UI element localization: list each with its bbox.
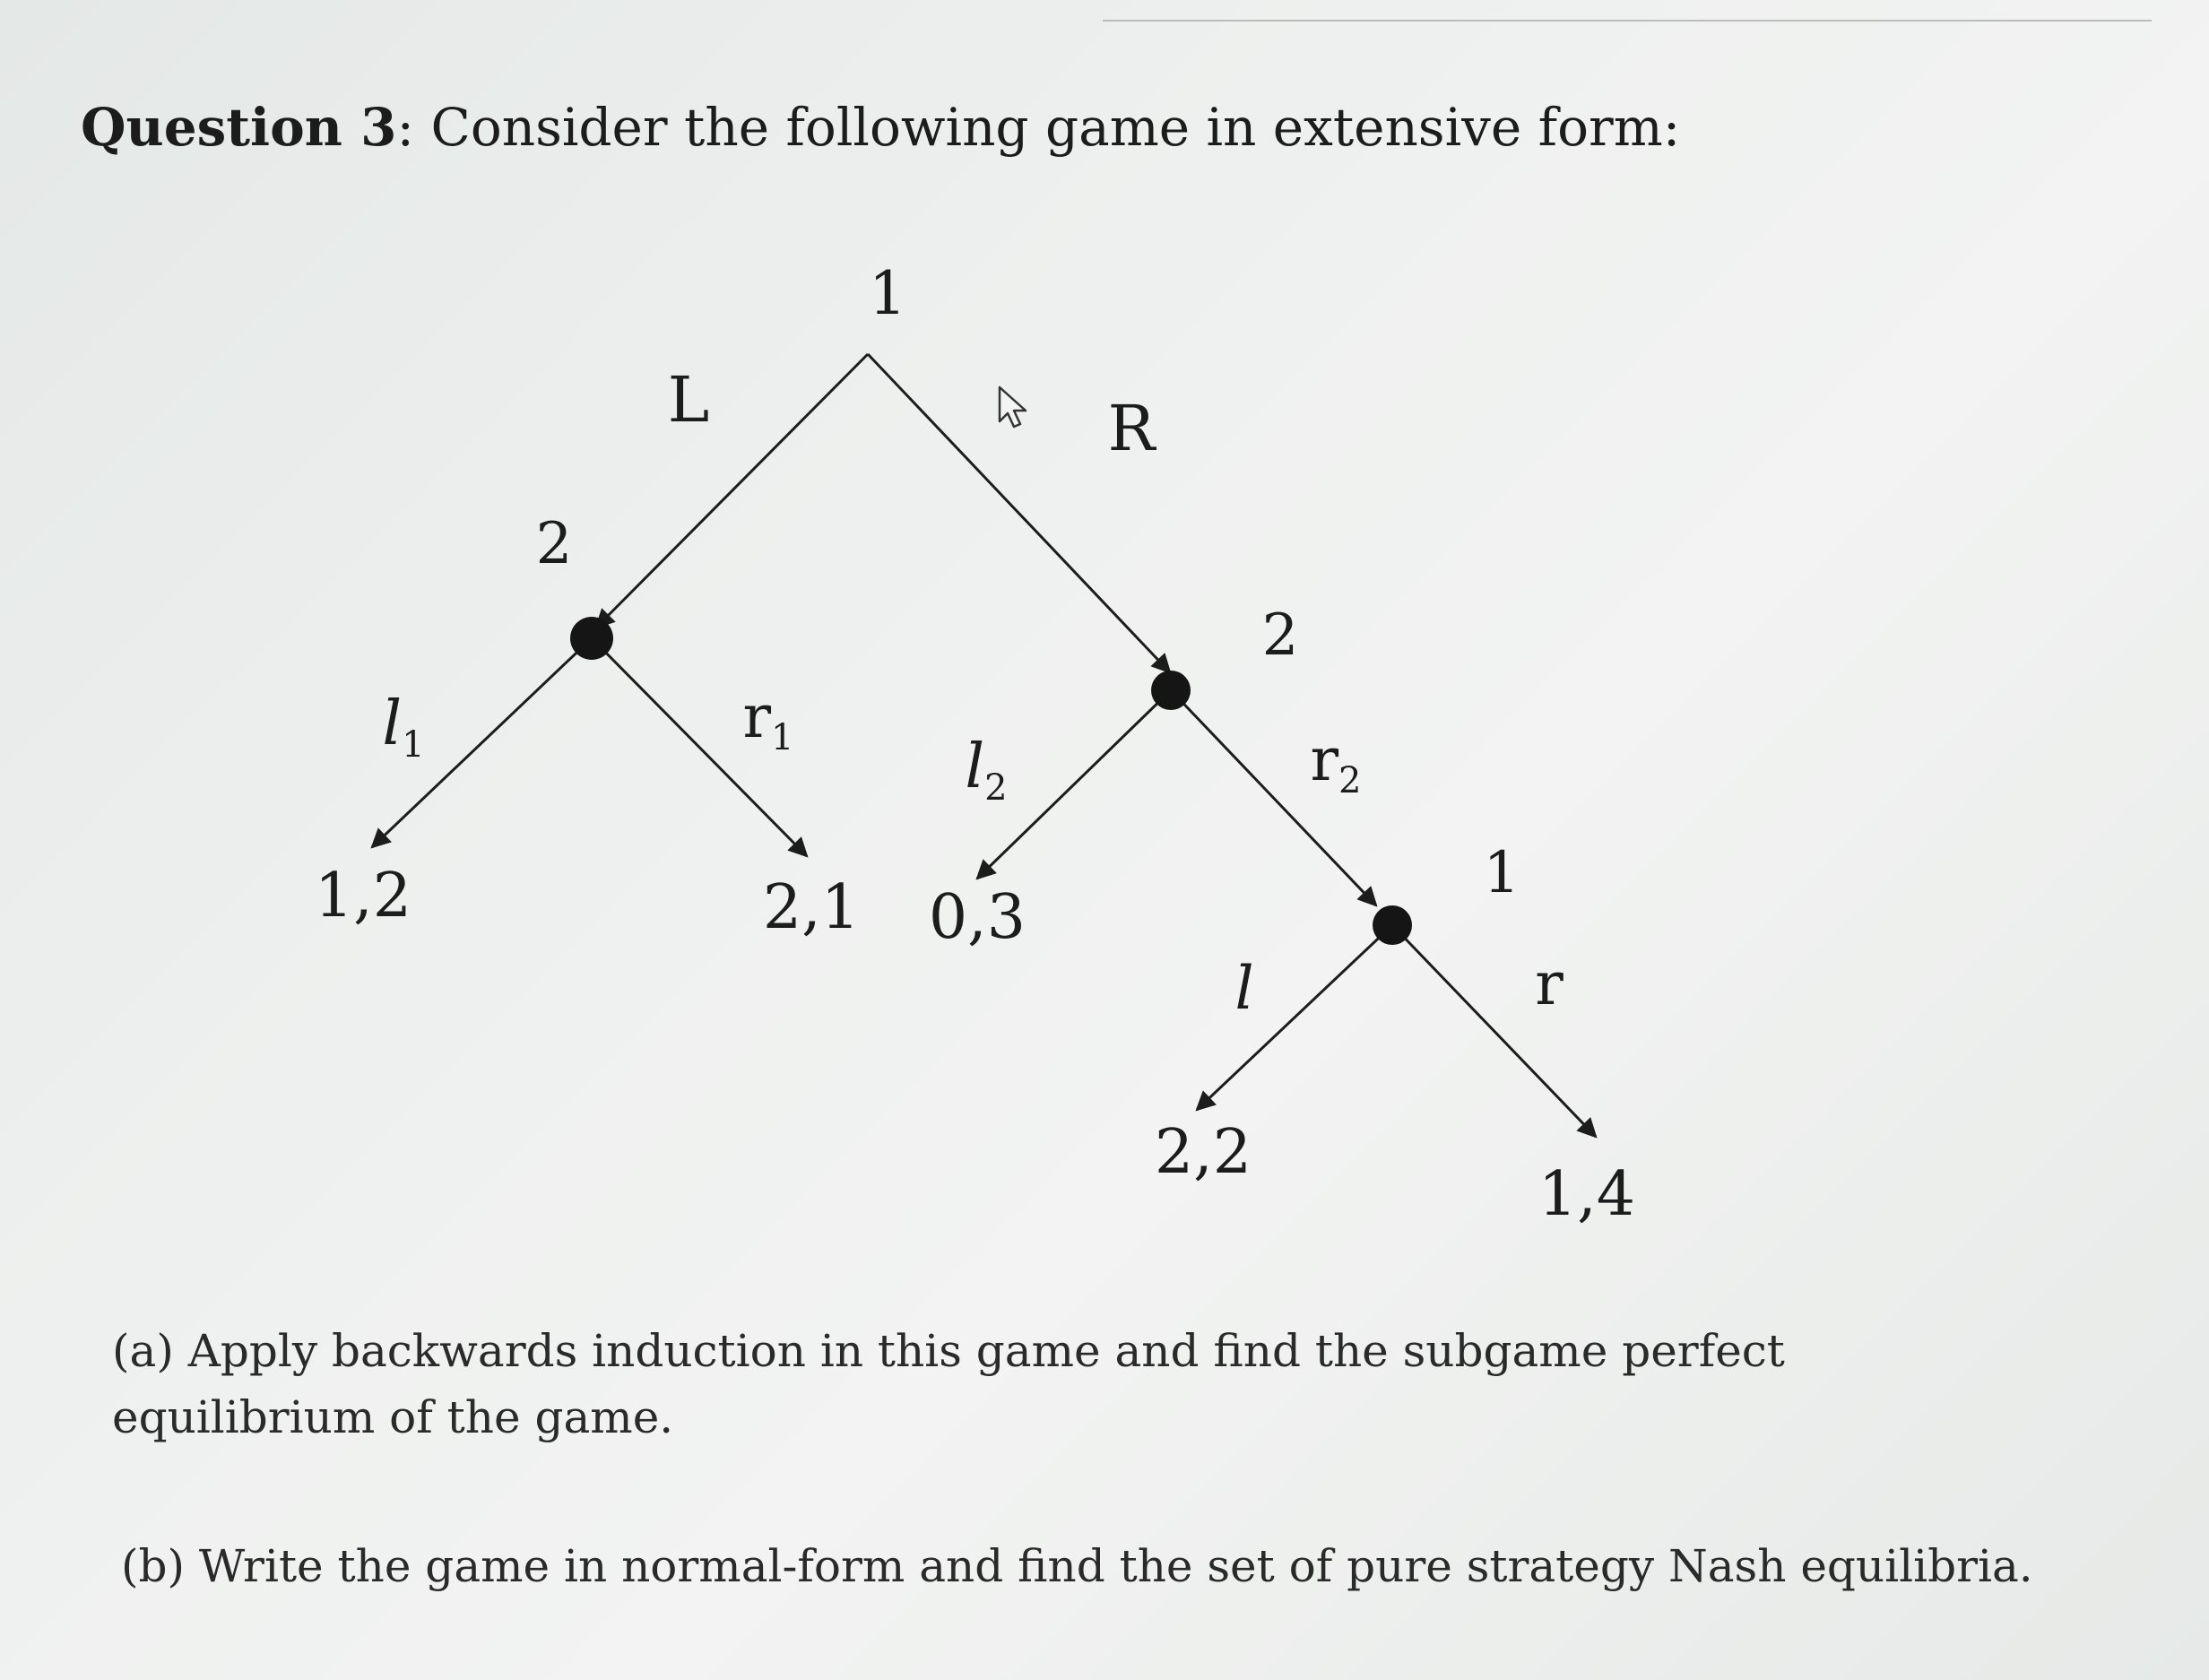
payoff-l1: 1,2 <box>314 861 412 931</box>
payoff-r: 1,4 <box>1538 1159 1636 1230</box>
action-L-label: L <box>667 363 710 437</box>
edge-l <box>1197 925 1392 1110</box>
payoff-l2: 0,3 <box>928 882 1027 953</box>
right-node-player-label: 2 <box>1261 602 1299 669</box>
node-player1-bottom <box>1373 905 1412 945</box>
action-l1-label: $l_1$ <box>382 688 425 766</box>
action-r1-label: $r_1$ <box>742 682 794 758</box>
question-number: Question 3 <box>81 97 397 158</box>
left-node-player-label: 2 <box>535 511 573 577</box>
action-l-label: l <box>1234 954 1254 1023</box>
node-player2-left <box>570 617 613 660</box>
action-r2-label: $r_2$ <box>1310 725 1362 801</box>
node-player2-right <box>1151 671 1191 710</box>
mouse-cursor-icon <box>1000 387 1026 427</box>
bottom-node-player-label: 1 <box>1483 840 1520 906</box>
question-part-a: (a) Apply backwards induction in this game and find the subgame perfect equilibrium of the game. <box>112 1325 1785 1443</box>
payoff-l: 2,2 <box>1154 1117 1252 1188</box>
question-part-b: (b) Write the game in normal-form and find the set of pure strategy Nash equilibria. <box>121 1540 2033 1592</box>
root-player-label: 1 <box>869 259 906 328</box>
edge-L <box>596 354 868 628</box>
action-l2-label: $l_2$ <box>965 732 1008 809</box>
action-R-label: R <box>1107 392 1156 465</box>
question-prompt: : Consider the following game in extensive form: <box>396 97 1681 158</box>
payoff-r1: 2,1 <box>762 872 861 943</box>
edge-r <box>1392 925 1596 1137</box>
action-r-label: r <box>1535 949 1564 1018</box>
